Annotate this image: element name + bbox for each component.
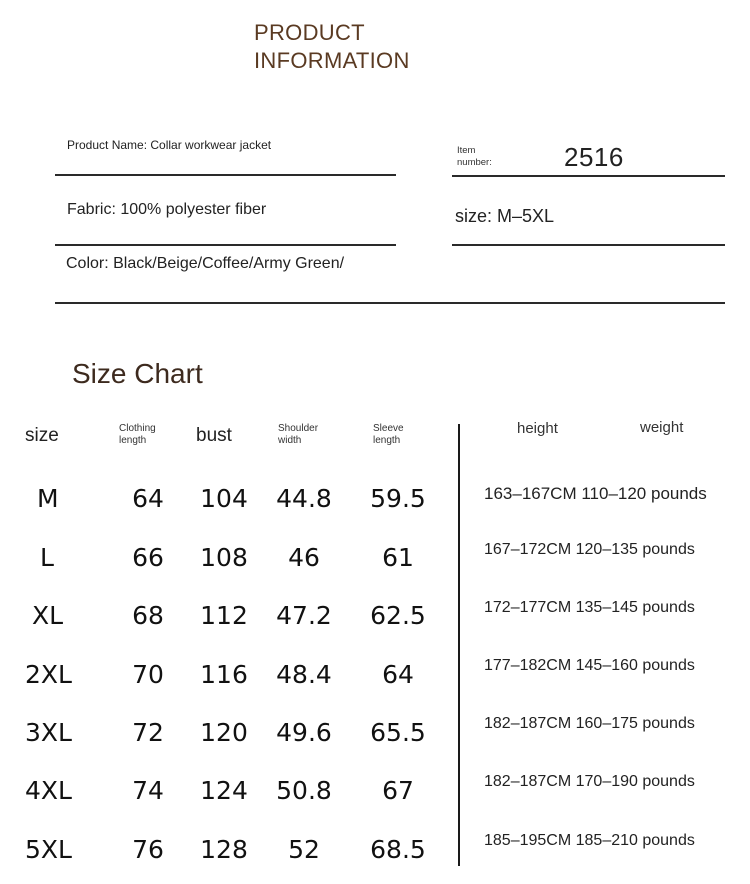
cell-length: 76 xyxy=(132,835,164,864)
cell-bust: 116 xyxy=(200,660,248,689)
item-label-line-1: Item xyxy=(457,145,476,156)
header-clothing-length xyxy=(119,423,156,447)
cell-height-weight: 167–172CM 120–135 pounds xyxy=(484,541,695,558)
header-shoulder-width xyxy=(278,423,318,447)
vertical-divider xyxy=(458,424,460,866)
cell-height-weight: 182–187CM 160–175 pounds xyxy=(484,715,695,732)
cell-shoulder: 46 xyxy=(288,543,320,572)
cell-sleeve: 62.5 xyxy=(370,601,426,630)
header-shoulder-line-1: Shoulder xyxy=(278,423,319,434)
header-sleeve-line-2: length xyxy=(373,435,401,446)
header-clothing-length-line-1: Clothing xyxy=(119,423,156,434)
cell-sleeve: 67 xyxy=(382,776,414,805)
header-bust: bust xyxy=(196,425,232,446)
cell-size: XL xyxy=(32,601,64,630)
cell-length: 74 xyxy=(132,776,164,805)
cell-shoulder: 48.4 xyxy=(276,660,332,689)
size-range-text: size: M–5XL xyxy=(455,206,555,226)
cell-shoulder: 50.8 xyxy=(276,776,332,805)
cell-shoulder: 49.6 xyxy=(276,718,332,747)
cell-height-weight: 182–187CM 170–190 pounds xyxy=(484,773,695,790)
cell-size: 2XL xyxy=(25,660,72,689)
header-clothing-length-line-2: length xyxy=(119,435,147,446)
header-height: height xyxy=(517,420,558,437)
item-number-label xyxy=(457,145,492,169)
cell-length: 70 xyxy=(132,660,164,689)
cell-bust: 104 xyxy=(200,484,248,513)
cell-sleeve: 65.5 xyxy=(370,718,426,747)
cell-height-weight: 177–182CM 145–160 pounds xyxy=(484,657,695,674)
cell-shoulder: 44.8 xyxy=(276,484,332,513)
header-shoulder-line-2: width xyxy=(278,435,302,446)
product-name: Product Name: Collar workwear jacket xyxy=(67,138,272,152)
cell-size: 4XL xyxy=(25,776,72,805)
cell-size: M xyxy=(37,484,59,513)
divider xyxy=(55,244,396,246)
header-weight: weight xyxy=(640,419,684,436)
cell-size: 5XL xyxy=(25,835,72,864)
header-sleeve-length xyxy=(373,423,404,447)
cell-shoulder: 47.2 xyxy=(276,601,332,630)
cell-length: 66 xyxy=(132,543,164,572)
item-label-line-2: number: xyxy=(457,157,492,168)
color-text: Color: Black/Beige/Coffee/Army Green/ xyxy=(66,255,345,272)
cell-bust: 124 xyxy=(200,776,248,805)
cell-sleeve: 59.5 xyxy=(370,484,426,513)
divider xyxy=(452,244,725,246)
item-number-value: 2516 xyxy=(564,142,624,172)
cell-length: 64 xyxy=(132,484,164,513)
cell-height-weight: 172–177CM 135–145 pounds xyxy=(484,599,695,616)
divider xyxy=(55,302,725,304)
cell-bust: 108 xyxy=(200,543,248,572)
cell-sleeve: 61 xyxy=(382,543,414,572)
header-size: size xyxy=(25,425,59,446)
divider xyxy=(55,174,396,176)
page-title xyxy=(254,19,410,75)
cell-length: 72 xyxy=(132,718,164,747)
cell-bust: 112 xyxy=(200,601,248,630)
cell-shoulder: 52 xyxy=(288,835,320,864)
title-line-2: INFORMATION xyxy=(254,48,410,73)
cell-size: 3XL xyxy=(25,718,72,747)
fabric-text: Fabric: 100% polyester fiber xyxy=(67,201,267,218)
cell-sleeve: 64 xyxy=(382,660,414,689)
size-chart-title: Size Chart xyxy=(72,358,203,389)
cell-bust: 120 xyxy=(200,718,248,747)
divider xyxy=(452,175,725,177)
cell-size: L xyxy=(40,543,54,572)
cell-sleeve: 68.5 xyxy=(370,835,426,864)
title-line-1: PRODUCT xyxy=(254,20,365,45)
cell-height-weight: 185–195CM 185–210 pounds xyxy=(484,832,695,849)
cell-bust: 128 xyxy=(200,835,248,864)
cell-height-weight: 163–167CM 110–120 pounds xyxy=(484,484,707,503)
header-sleeve-line-1: Sleeve xyxy=(373,423,404,434)
cell-length: 68 xyxy=(132,601,164,630)
